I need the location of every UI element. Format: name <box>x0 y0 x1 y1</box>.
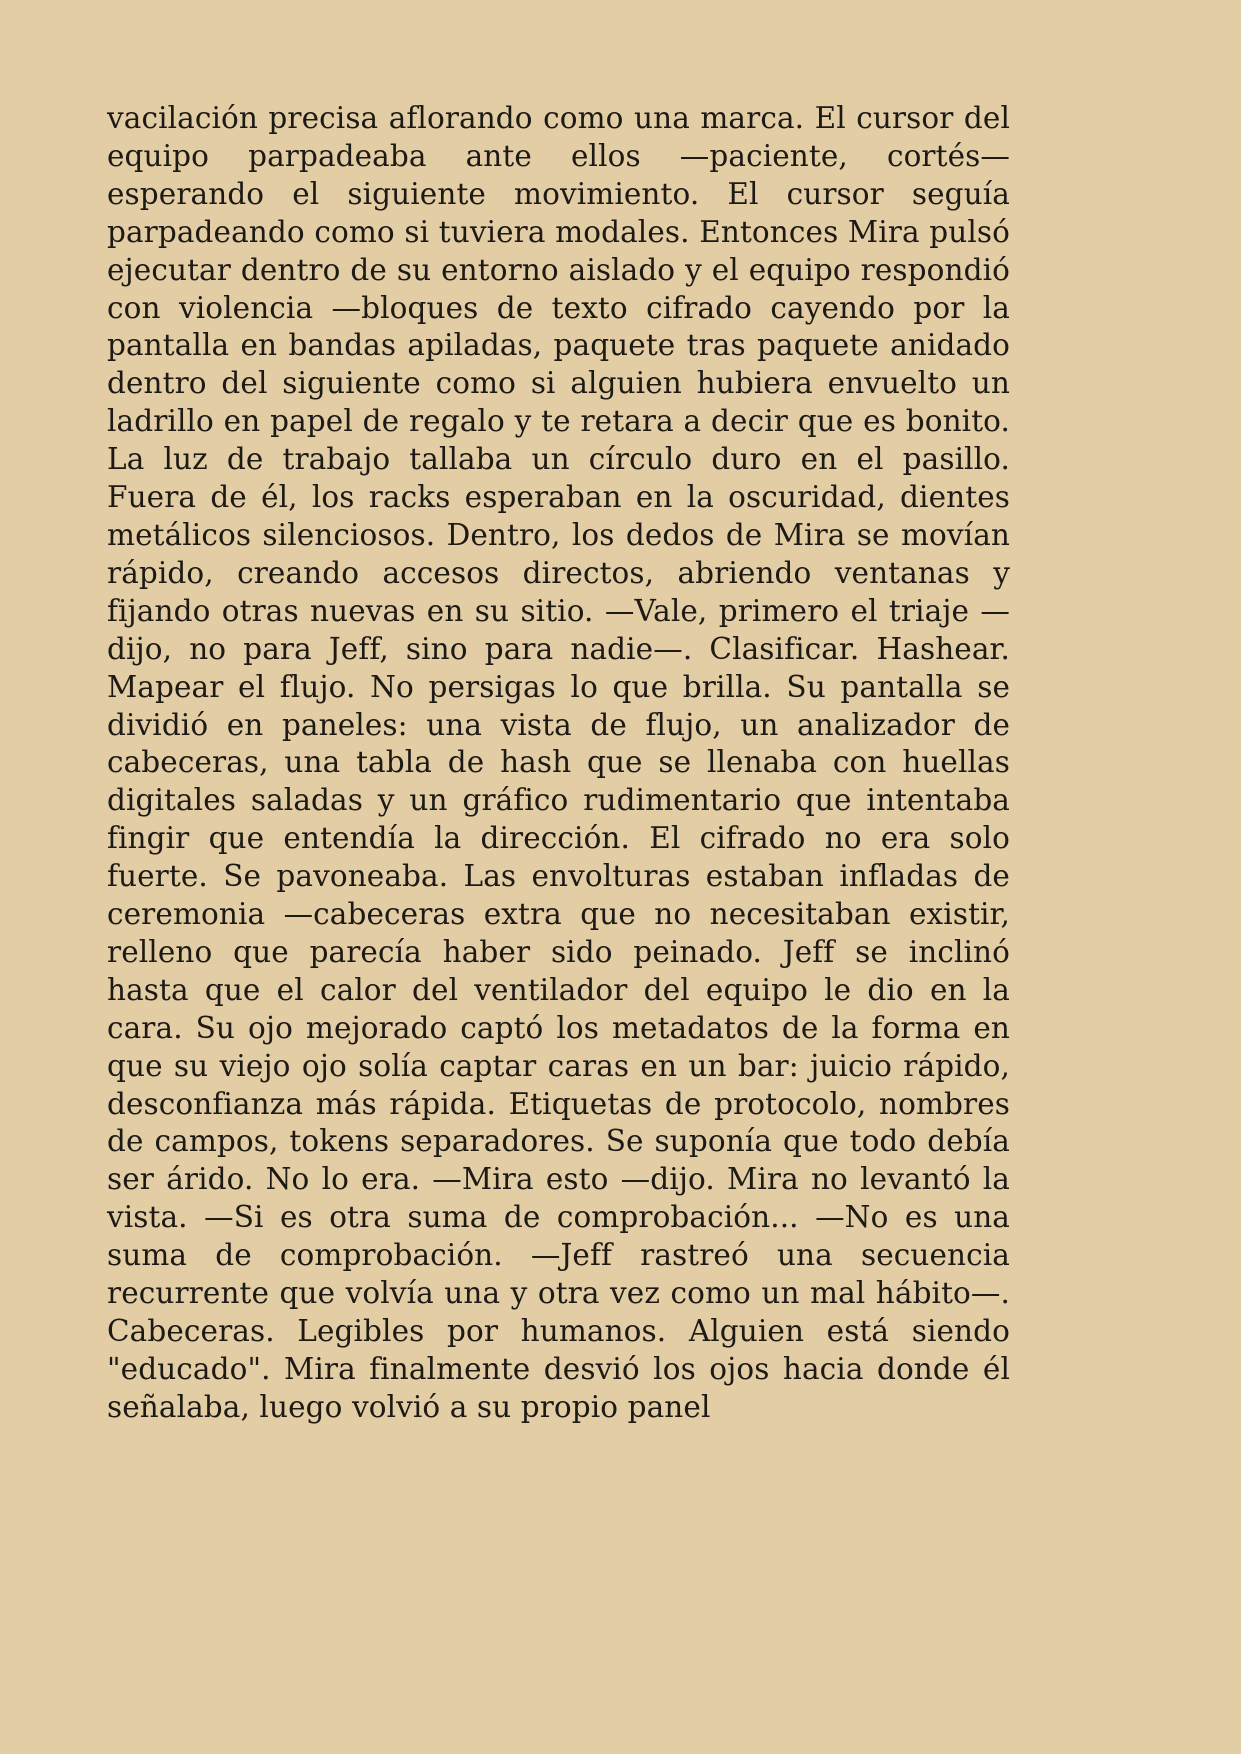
body-paragraph: vacilación precisa aflorando como una marca. El cursor del equipo parpadeaba ante ellos —paciente, cortés— esperando el siguiente movimiento. El cursor seguía parpadeando como si tuviera modales. Entonces Mira pulsó ejecutar dentro de su entorno aislado y el equipo respondió con violencia —bloques de texto cifrado cayendo por la pantalla en bandas apiladas, paquete tras paquete anidado dentro del siguiente como si alguien hubiera envuelto un ladrillo en papel de regalo y te retara a decir que es bonito. La luz de trabajo tallaba un círculo duro en el pasillo. Fuera de él, los racks esperaban en la oscuridad, dientes metálicos silenciosos. Dentro, los dedos de Mira se movían rápido, creando accesos directos, abriendo ventanas y fijando otras nuevas en su sitio. —Vale, primero el triaje —dijo, no para Jeff, sino para nadie—. Clasificar. Hashear. Mapear el flujo. No persigas lo que brilla. Su pantalla se dividió en paneles: una vista de flujo, un analizador de cabeceras, una tabla de hash que se llenaba con huellas digitales saladas y un gráfico rudimentario que intentaba fingir que entendía la dirección. El cifrado no era solo fuerte. Se pavoneaba. Las envolturas estaban infladas de ceremonia —cabeceras extra que no necesitaban existir, relleno que parecía haber sido peinado. Jeff se inclinó hasta que el calor del ventilador del equipo le dio en la cara. Su ojo mejorado captó los metadatos de la forma en que su viejo ojo solía captar caras en un bar: juicio rápido, desconfianza más rápida. Etiquetas de protocolo, nombres de campos, tokens separadores. Se suponía que todo debía ser árido. No lo era. —Mira esto —dijo. Mira no levantó la vista. —Si es otra suma de comprobación... —No es una suma de comprobación. —Jeff rastreó una secuencia recurrente que volvía una y otra vez como un mal hábito—. Cabeceras. Legibles por humanos. Alguien está siendo "educado". Mira finalmente desvió los ojos hacia donde él señalaba, luego volvió a su propio panel <box>107 101 1010 1424</box>
text-column <box>107 100 1010 1427</box>
